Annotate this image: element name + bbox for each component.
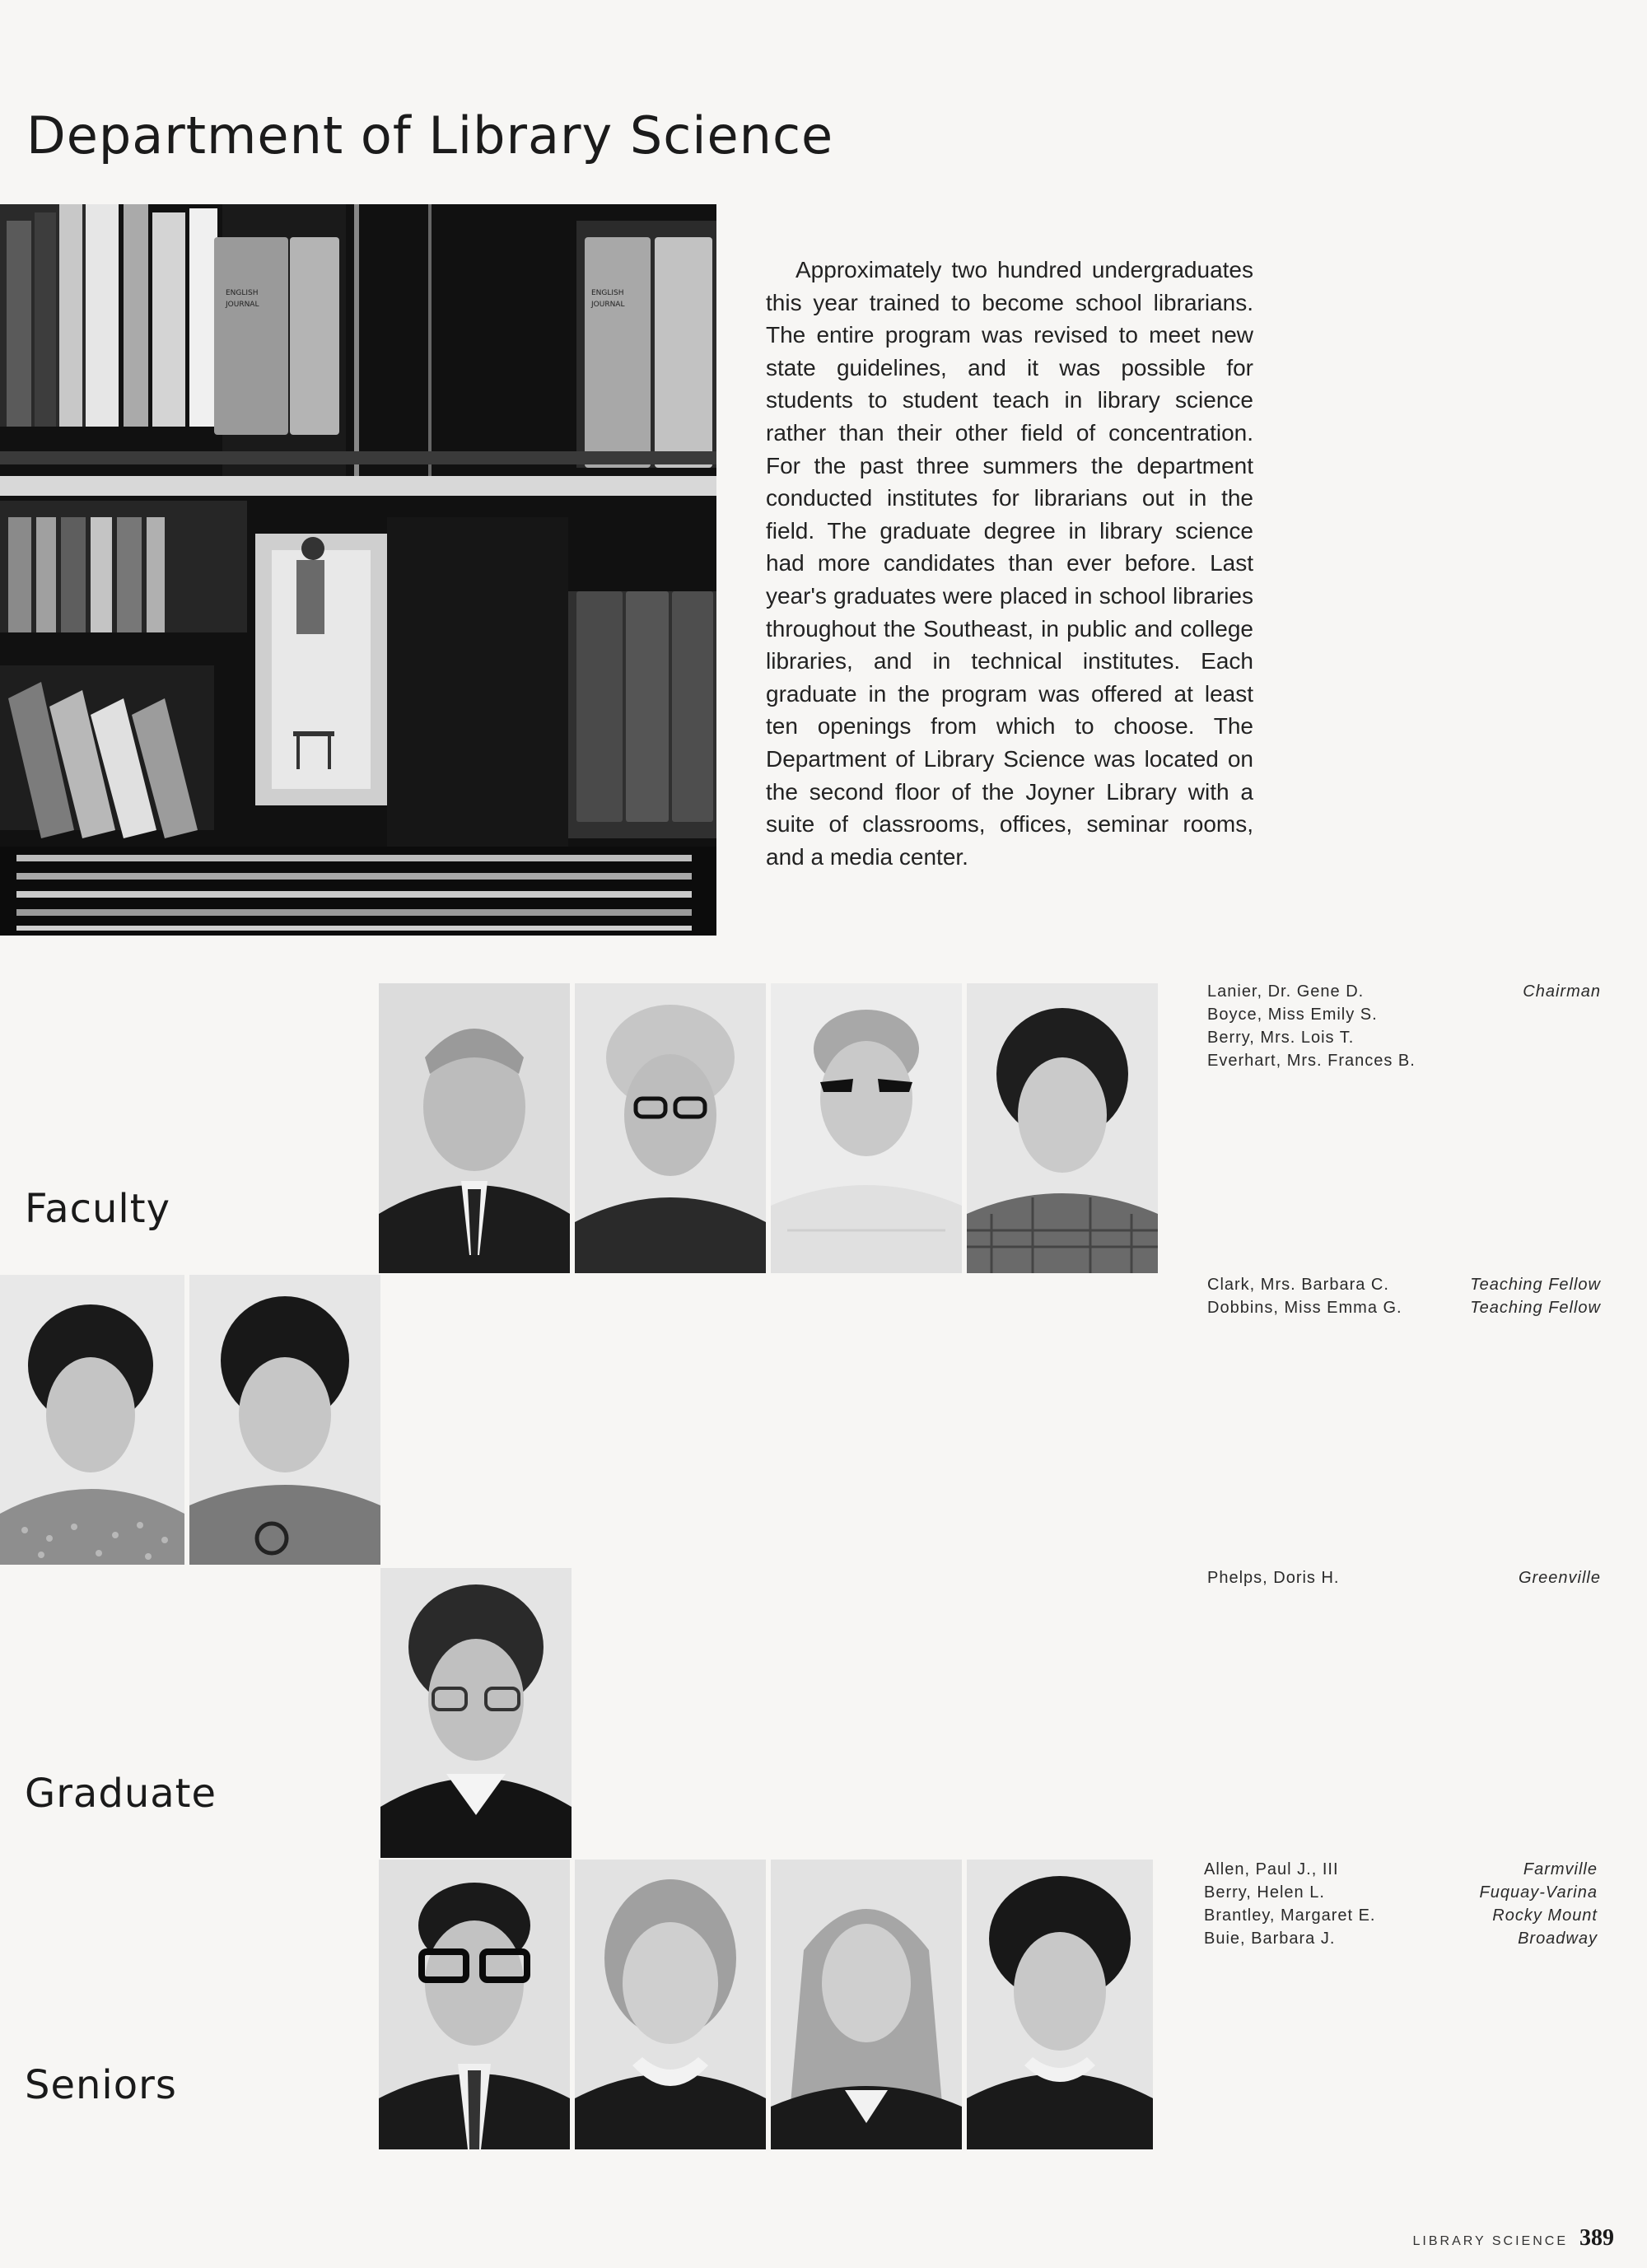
list-item	[1207, 1003, 1601, 1026]
list-item	[1207, 1566, 1601, 1589]
graduate-name: Phelps, Doris H.	[1207, 1569, 1340, 1587]
page-footer	[1413, 2225, 1614, 2252]
spine-label: JOURNAL	[591, 301, 625, 309]
faculty-name: Berry, Mrs. Lois T.	[1207, 1029, 1355, 1047]
faculty-name: Boyce, Miss Emily S.	[1207, 1006, 1378, 1024]
fellow-role: Teaching Fellow	[1470, 1299, 1601, 1317]
faculty-name: Everhart, Mrs. Frances B.	[1207, 1052, 1416, 1070]
graduate-portrait	[380, 1568, 572, 1858]
spine-label: ENGLISH	[591, 289, 624, 297]
faculty-name: Lanier, Dr. Gene D.	[1207, 982, 1365, 1001]
spine-label: JOURNAL	[226, 301, 259, 309]
list-item	[1207, 980, 1601, 1003]
faculty-names	[1207, 980, 1601, 1072]
section-label-faculty: Faculty	[25, 1186, 170, 1232]
list-item	[1207, 1049, 1601, 1072]
senior-portrait	[575, 1860, 766, 2149]
senior-name: Allen, Paul J., III	[1204, 1860, 1339, 1878]
faculty-portrait	[967, 983, 1158, 1273]
list-item	[1204, 1858, 1598, 1881]
senior-portrait	[967, 1860, 1153, 2149]
faculty-portrait	[575, 983, 766, 1273]
senior-portrait	[379, 1860, 570, 2149]
senior-hometown: Farmville	[1523, 1860, 1598, 1878]
senior-hometown: Broadway	[1518, 1930, 1598, 1948]
list-item	[1207, 1296, 1601, 1319]
senior-hometown: Rocky Mount	[1492, 1906, 1598, 1925]
section-label-seniors: Seniors	[25, 2062, 177, 2108]
list-item	[1204, 1927, 1598, 1950]
faculty-role: Chairman	[1523, 982, 1601, 1001]
fellow-portrait	[0, 1275, 184, 1565]
fellow-name: Dobbins, Miss Emma G.	[1207, 1299, 1402, 1317]
footer-section: LIBRARY SCIENCE	[1412, 2234, 1568, 2248]
section-label-graduate: Graduate	[25, 1771, 217, 1817]
faculty-portrait	[771, 983, 962, 1273]
list-item	[1204, 1881, 1598, 1904]
list-item	[1207, 1026, 1601, 1049]
senior-name: Berry, Helen L.	[1204, 1883, 1325, 1902]
intro-paragraph: Approximately two hundred undergraduates this year trained to become school librarians. The entire program was revised to meet new state guidelines, and it was possible for students to student teach in library science rather than their other field of concentration. For the past three summers the department conducted institutes for librarians out in the field. The graduate degree in library science had more candidates than ever before. Last year's graduates were placed in school libraries throughout the Southeast, in public and college libraries, and in technical institutes. Each graduate in the program was offered at least ten openings from which to choose. The Department of Library Science was located on the second floor of the Joyner Library with a suite of classrooms, offices, seminar rooms, and a media center.	[766, 257, 1253, 870]
page-title: Department of Library Science	[26, 105, 834, 166]
list-item	[1204, 1904, 1598, 1927]
senior-names	[1204, 1858, 1598, 1950]
fellow-names	[1207, 1273, 1601, 1319]
intro-text	[766, 254, 1253, 873]
senior-name: Brantley, Margaret E.	[1204, 1906, 1376, 1925]
graduate-names	[1207, 1566, 1601, 1589]
senior-hometown: Fuquay-Varina	[1479, 1883, 1598, 1902]
senior-portrait	[771, 1860, 962, 2149]
fellow-portrait	[189, 1275, 380, 1565]
library-stacks-photo	[0, 204, 716, 936]
faculty-portrait	[379, 983, 570, 1273]
list-item	[1207, 1273, 1601, 1296]
page-number: 389	[1579, 2225, 1614, 2251]
fellow-name: Clark, Mrs. Barbara C.	[1207, 1276, 1389, 1294]
graduate-hometown: Greenville	[1518, 1569, 1601, 1587]
fellow-role: Teaching Fellow	[1470, 1276, 1601, 1294]
spine-label: ENGLISH	[226, 289, 259, 297]
senior-name: Buie, Barbara J.	[1204, 1930, 1336, 1948]
